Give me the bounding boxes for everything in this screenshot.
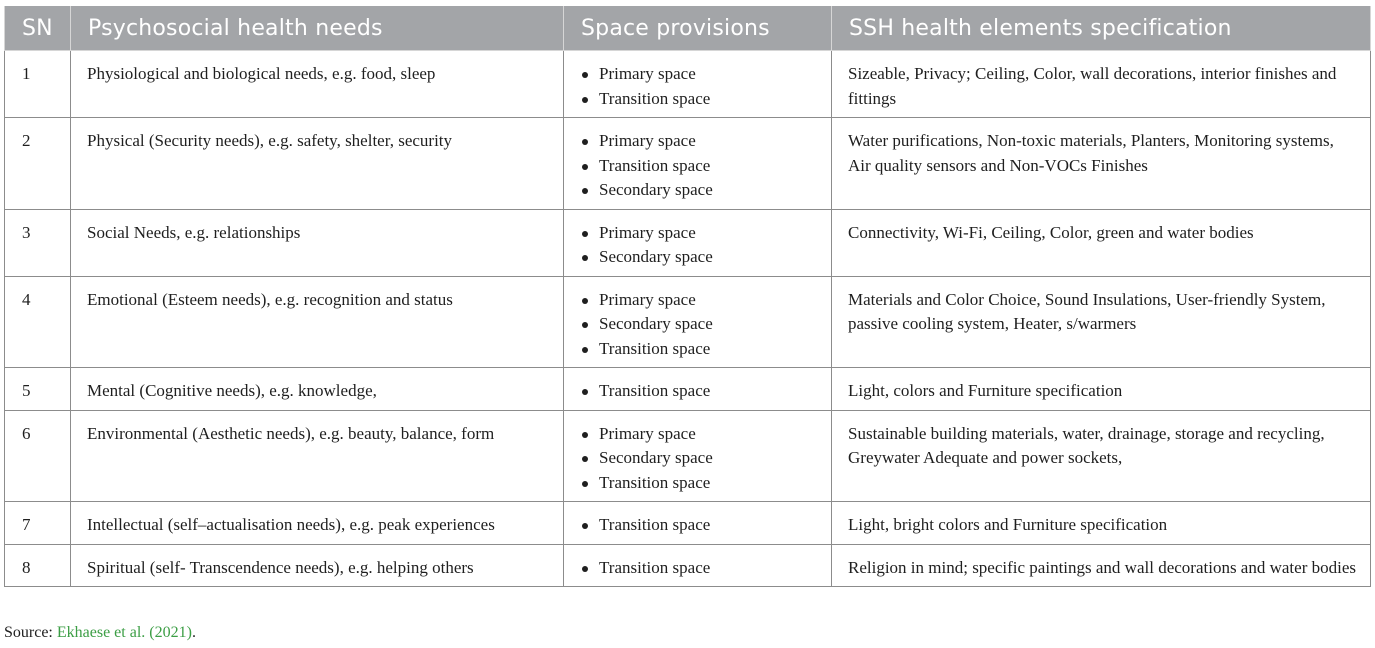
header-row bbox=[5, 6, 1371, 51]
cell-ssh-specification: Water purifications, Non-toxic materials, Planters, Monitoring systems, Air quality sensors and Non-VOCs Finishes bbox=[832, 118, 1371, 210]
space-label: Secondary space bbox=[599, 448, 713, 467]
bullet-icon bbox=[582, 188, 588, 194]
bullet-icon bbox=[582, 139, 588, 145]
space-label: Transition space bbox=[599, 472, 711, 492]
space-label: Primary space bbox=[599, 222, 696, 242]
cell-space-provisions bbox=[564, 209, 832, 276]
header-sn: SN bbox=[5, 6, 71, 51]
cell-sn: 1 bbox=[5, 51, 71, 118]
header-psychosocial-needs: Psychosocial health needs bbox=[71, 6, 564, 51]
space-list-item bbox=[580, 87, 819, 112]
bullet-icon bbox=[582, 523, 588, 529]
bullet-icon bbox=[582, 322, 588, 328]
cell-sn: 6 bbox=[5, 410, 71, 502]
space-list-item bbox=[580, 312, 819, 337]
table-row bbox=[5, 544, 1371, 587]
header-ssh-specification: SSH health elements specification bbox=[832, 6, 1371, 51]
cell-ssh-specification: Sustainable building materials, water, drainage, storage and recycling, Greywater Adequate and power sockets, bbox=[832, 410, 1371, 502]
bullet-icon bbox=[582, 389, 588, 395]
space-label: Transition space bbox=[599, 381, 711, 400]
cell-psychosocial-need: Physiological and biological needs, e.g. food, sleep bbox=[71, 51, 564, 118]
source-citation-link[interactable]: Ekhaese et al. (2021) bbox=[56, 624, 192, 641]
table-body bbox=[5, 51, 1371, 587]
cell-ssh-specification: Connectivity, Wi-Fi, Ceiling, Color, green and water bodies bbox=[832, 209, 1371, 276]
space-list-item bbox=[580, 178, 819, 203]
cell-ssh-specification: Light, bright colors and Furniture specification bbox=[832, 502, 1371, 545]
space-label: Transition space bbox=[599, 515, 711, 534]
table-row bbox=[5, 118, 1371, 210]
table-row bbox=[5, 276, 1371, 368]
space-list bbox=[580, 556, 819, 581]
table-row bbox=[5, 209, 1371, 276]
cell-psychosocial-need: Physical (Security needs), e.g. safety, shelter, security bbox=[71, 118, 564, 210]
bullet-icon bbox=[582, 481, 588, 487]
cell-space-provisions bbox=[564, 410, 832, 502]
source-suffix: . bbox=[191, 624, 196, 641]
cell-psychosocial-need: Intellectual (self–actualisation needs), e.g. peak experiences bbox=[71, 502, 564, 545]
cell-sn: 2 bbox=[5, 118, 71, 210]
space-label: Transition space bbox=[599, 557, 711, 577]
cell-psychosocial-need: Environmental (Aesthetic needs), e.g. beauty, balance, form bbox=[71, 410, 564, 502]
bullet-icon bbox=[582, 255, 588, 261]
source-note bbox=[4, 624, 196, 642]
cell-ssh-specification: Sizeable, Privacy; Ceiling, Color, wall decorations, interior finishes and fittings bbox=[832, 51, 1371, 118]
space-list-item bbox=[580, 221, 819, 246]
space-list-item bbox=[580, 288, 819, 313]
cell-sn: 8 bbox=[5, 544, 71, 587]
cell-ssh-specification: Religion in mind; specific paintings and wall decorations and water bodies bbox=[832, 544, 1371, 587]
space-list-item bbox=[580, 446, 819, 471]
bullet-icon bbox=[582, 432, 588, 438]
space-label: Secondary space bbox=[599, 180, 713, 199]
bullet-icon bbox=[582, 566, 588, 572]
cell-sn: 7 bbox=[5, 502, 71, 545]
space-list-item bbox=[580, 129, 819, 154]
space-list-item bbox=[580, 154, 819, 179]
bullet-icon bbox=[582, 72, 588, 78]
space-list-item bbox=[580, 422, 819, 447]
space-list-item bbox=[580, 471, 819, 496]
table-row bbox=[5, 51, 1371, 118]
source-prefix: Source: bbox=[4, 624, 57, 641]
space-list-item bbox=[580, 62, 819, 87]
cell-space-provisions bbox=[564, 502, 832, 545]
cell-space-provisions bbox=[564, 51, 832, 118]
bullet-icon bbox=[582, 298, 588, 304]
space-label: Primary space bbox=[599, 64, 696, 83]
space-list bbox=[580, 379, 819, 404]
bullet-icon bbox=[582, 456, 588, 462]
table-container bbox=[4, 6, 1371, 587]
table-row bbox=[5, 410, 1371, 502]
space-list bbox=[580, 422, 819, 496]
space-list-item bbox=[580, 379, 819, 404]
space-label: Transition space bbox=[599, 338, 711, 358]
cell-sn: 4 bbox=[5, 276, 71, 368]
space-label: Secondary space bbox=[599, 247, 713, 266]
space-label: Transition space bbox=[599, 88, 711, 108]
space-list bbox=[580, 129, 819, 203]
space-list bbox=[580, 513, 819, 538]
cell-ssh-specification: Light, colors and Furniture specification bbox=[832, 368, 1371, 411]
table-row bbox=[5, 368, 1371, 411]
space-list-item bbox=[580, 245, 819, 270]
cell-psychosocial-need: Social Needs, e.g. relationships bbox=[71, 209, 564, 276]
space-list bbox=[580, 62, 819, 111]
cell-sn: 5 bbox=[5, 368, 71, 411]
cell-psychosocial-need: Spiritual (self- Transcendence needs), e.g. helping others bbox=[71, 544, 564, 587]
space-label: Primary space bbox=[599, 131, 696, 150]
table-header bbox=[5, 6, 1371, 51]
cell-space-provisions bbox=[564, 368, 832, 411]
bullet-icon bbox=[582, 347, 588, 353]
cell-ssh-specification: Materials and Color Choice, Sound Insulations, User-friendly System, passive cooling system, Heater, s/warmers bbox=[832, 276, 1371, 368]
cell-psychosocial-need: Emotional (Esteem needs), e.g. recognition and status bbox=[71, 276, 564, 368]
cell-sn: 3 bbox=[5, 209, 71, 276]
cell-space-provisions bbox=[564, 118, 832, 210]
space-label: Transition space bbox=[599, 155, 711, 175]
space-list-item bbox=[580, 556, 819, 581]
cell-space-provisions bbox=[564, 544, 832, 587]
space-list bbox=[580, 221, 819, 270]
space-label: Primary space bbox=[599, 423, 696, 443]
space-list-item bbox=[580, 513, 819, 538]
psychosocial-needs-table bbox=[4, 6, 1371, 587]
cell-space-provisions bbox=[564, 276, 832, 368]
bullet-icon bbox=[582, 164, 588, 170]
table-row bbox=[5, 502, 1371, 545]
bullet-icon bbox=[582, 231, 588, 237]
header-space-provisions: Space provisions bbox=[564, 6, 832, 51]
bullet-icon bbox=[582, 97, 588, 103]
space-label: Primary space bbox=[599, 289, 696, 309]
space-label: Secondary space bbox=[599, 314, 713, 333]
space-list-item bbox=[580, 337, 819, 362]
cell-psychosocial-need: Mental (Cognitive needs), e.g. knowledge, bbox=[71, 368, 564, 411]
space-list bbox=[580, 288, 819, 362]
